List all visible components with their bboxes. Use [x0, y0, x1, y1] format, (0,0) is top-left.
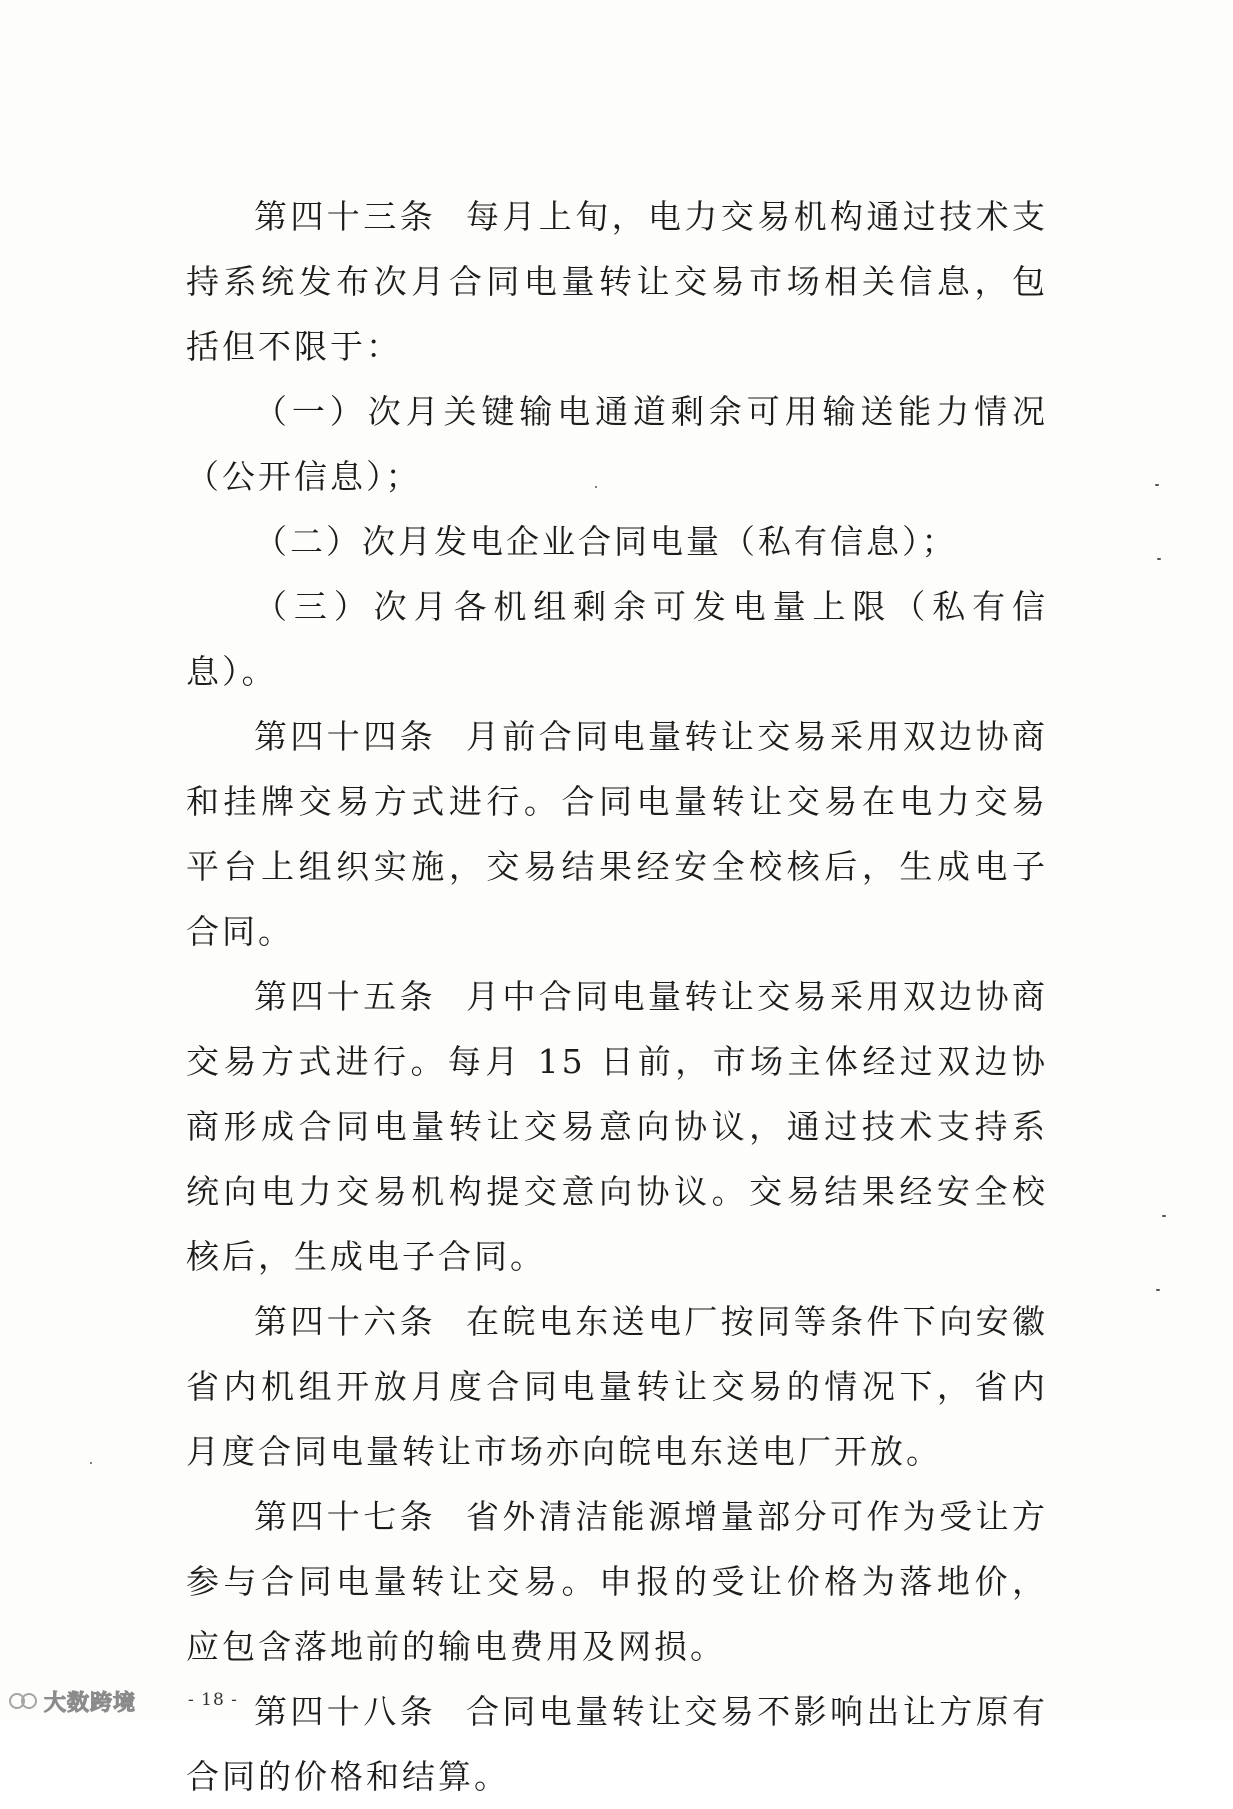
article-text: 省外清洁能源增量部分可作为受让方参与合同电量转让交易。申报的受让价格为落地价，应包含落地前的输电费用及网损。 — [186, 1497, 1048, 1666]
article-heading: 第四十三条 — [254, 197, 436, 236]
list-item-text: （一）次月关键输电通道剩余可用输送能力情况（公开信息）； — [186, 392, 1048, 496]
scan-speck — [1155, 484, 1159, 486]
article-47 — [186, 1484, 1048, 1679]
article-text: 合同电量转让交易不影响出让方原有合同的价格和结算。 — [186, 1692, 1048, 1796]
scan-speck — [1162, 1215, 1166, 1217]
article-heading: 第四十七条 — [254, 1497, 436, 1536]
article-46 — [186, 1289, 1048, 1484]
article-heading: 第四十四条 — [254, 717, 436, 756]
scan-speck — [90, 1462, 92, 1464]
watermark-text: 大数跨境 — [44, 1690, 137, 1716]
scan-speck — [595, 486, 597, 488]
list-item-3 — [186, 574, 1048, 704]
article-text: 月中合同电量转让交易采用双边协商交易方式进行。每月 15 日前，市场主体经过双边协商形成合同电量转让交易意向协议，通过技术支持系统向电力交易机构提交意向协议。交易结果经安全校核后，生成电子合同。 — [186, 977, 1048, 1276]
article-heading: 第四十八条 — [254, 1692, 436, 1731]
article-text: 每月上旬，电力交易机构通过技术支持系统发布次月合同电量转让交易市场相关信息，包括但不限于： — [186, 197, 1048, 366]
article-text: 在皖电东送电厂按同等条件下向安徽省内机组开放月度合同电量转让交易的情况下，省内月度合同电量转让市场亦向皖电东送电厂开放。 — [186, 1302, 1048, 1471]
list-item-1 — [186, 379, 1048, 509]
watermark-logo-icon — [8, 1690, 38, 1712]
scan-speck — [1156, 1289, 1160, 1291]
watermark — [8, 1688, 136, 1714]
list-item-text: （二）次月发电企业合同电量（私有信息）； — [254, 522, 958, 561]
article-text: 月前合同电量转让交易采用双边协商和挂牌交易方式进行。合同电量转让交易在电力交易平台上组织实施，交易结果经安全校核后，生成电子合同。 — [186, 717, 1048, 951]
article-48 — [186, 1679, 1048, 1809]
list-item-2 — [186, 509, 1048, 574]
article-heading: 第四十六条 — [254, 1302, 436, 1341]
page-number: - 18 - — [188, 1690, 238, 1710]
article-45 — [186, 964, 1048, 1289]
scan-speck — [1157, 558, 1161, 560]
article-43 — [186, 184, 1048, 379]
list-item-text: （三）次月各机组剩余可发电量上限（私有信息）。 — [186, 587, 1048, 691]
document-body — [186, 184, 1048, 1809]
article-heading: 第四十五条 — [254, 977, 436, 1016]
article-44 — [186, 704, 1048, 964]
